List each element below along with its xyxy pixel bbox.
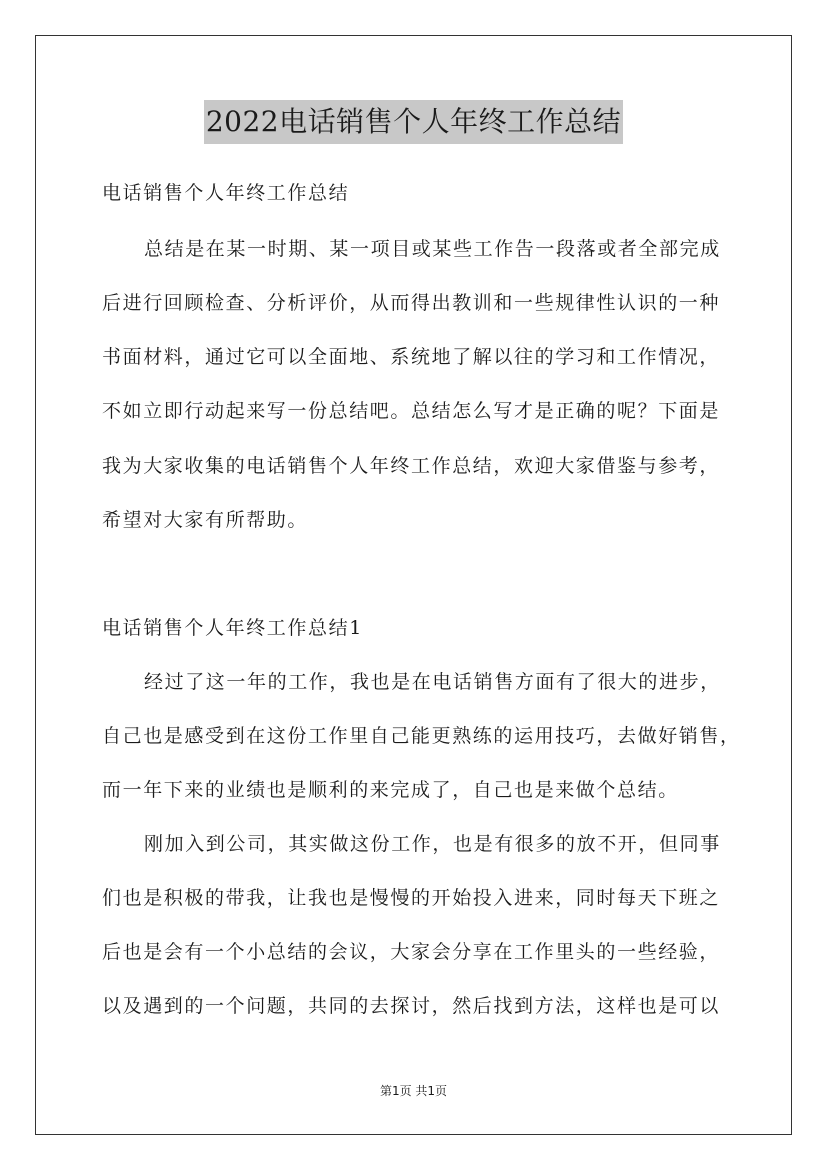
paragraph-line: 们也是积极的带我，让我也是慢慢的开始投入进来，同时每天下班之 — [102, 887, 721, 909]
paragraph-line: 以及遇到的一个问题，共同的去探讨，然后找到方法，这样也是可以 — [102, 995, 721, 1017]
intro-line: 后进行回顾检查、分析评价，从而得出教训和一些规律性认识的一种 — [102, 292, 721, 314]
intro-line: 我为大家收集的电话销售个人年终工作总结，欢迎大家借鉴与参考， — [102, 455, 721, 477]
paragraph-line: 自己也是感受到在这份工作里自己能更熟练的运用技巧，去做好销售， — [102, 725, 741, 747]
paragraph-line: 后也是会有一个小总结的会议，大家会分享在工作里头的一些经验， — [102, 941, 721, 963]
paragraph-line: 而一年下来的业绩也是顺利的来完成了，自己也是来做个总结。 — [102, 779, 679, 801]
document-title: 2022电话销售个人年终工作总结 — [204, 100, 623, 144]
intro-line: 书面材料，通过它可以全面地、系统地了解以往的学习和工作情况， — [102, 346, 721, 368]
intro-line: 希望对大家有所帮助。 — [102, 509, 309, 531]
paragraph-line: 刚加入到公司，其实做这份工作，也是有很多的放不开，但同事 — [144, 833, 721, 855]
intro-line: 不如立即行动起来写一份总结吧。总结怎么写才是正确的呢？下面是 — [102, 400, 721, 422]
intro-line: 总结是在某一时期、某一项目或某些工作告一段落或者全部完成 — [144, 238, 721, 260]
document-subtitle: 电话销售个人年终工作总结 — [102, 182, 350, 204]
page-number-footer: 第1页 共1页 — [379, 1084, 448, 1098]
paragraph-line: 经过了这一年的工作，我也是在电话销售方面有了很大的进步， — [144, 671, 721, 693]
section-heading: 电话销售个人年终工作总结1 — [102, 617, 363, 639]
title-area — [0, 100, 827, 144]
